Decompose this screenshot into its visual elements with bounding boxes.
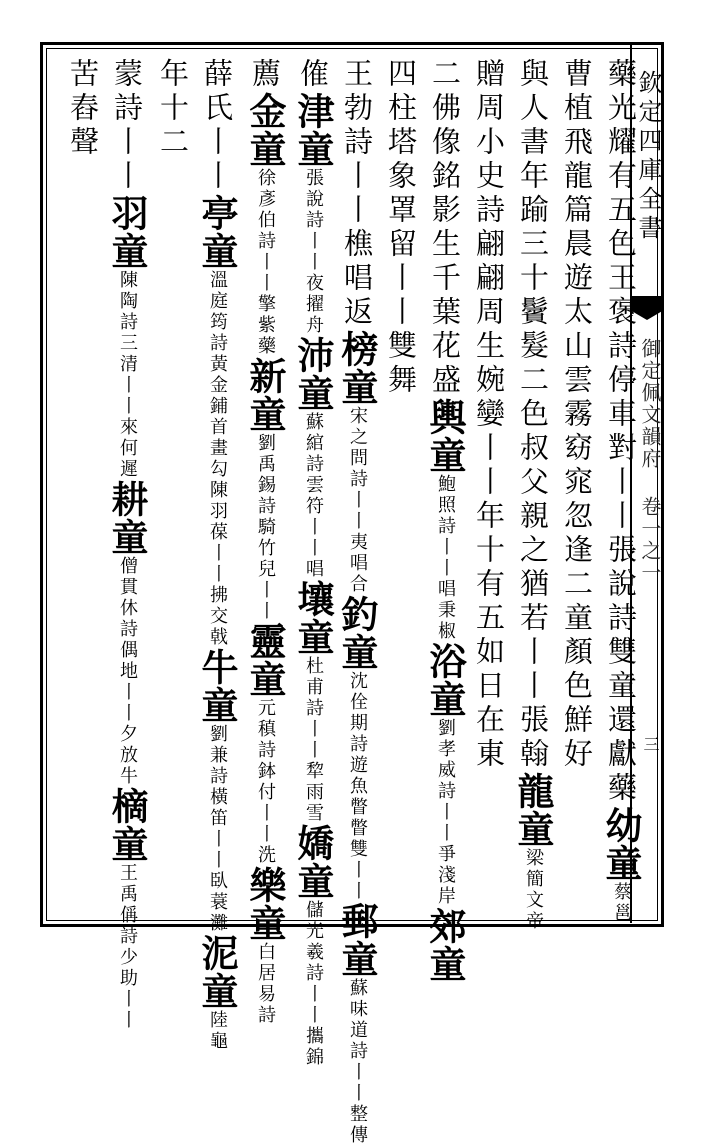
annotation-text: 劉禹錫詩騎竹兒丨丨 xyxy=(255,433,276,622)
headword: 樂童 xyxy=(243,866,287,942)
headword: 新童 xyxy=(243,357,287,433)
body-text: 薦 xyxy=(248,58,282,92)
annotation-text: 劉兼詩橫笛丨丨臥蓑灘 xyxy=(207,724,228,934)
headword: 郊童 xyxy=(423,907,467,983)
annotation-text: 徐彥伯詩丨丨擎紫藥 xyxy=(255,168,276,357)
annotation-text: 元稹詩鉢付丨丨洗 xyxy=(255,698,276,866)
text-column xyxy=(423,58,467,983)
body-text: 贈周小史詩翩翩周生婉孌丨丨年十有五如日在東 xyxy=(472,58,506,772)
annotation-text: 蘇味道詩丨丨整傳 xyxy=(347,978,368,1146)
headword: 金童 xyxy=(243,92,287,168)
headword: 龍童 xyxy=(511,772,555,848)
headword: 嬌童 xyxy=(291,824,335,900)
text-column xyxy=(195,58,239,1052)
text-column xyxy=(105,58,149,1031)
annotation-text: 王禹偁詩少助丨丨 xyxy=(117,863,138,1031)
headword: 輿童 xyxy=(423,398,467,474)
text-column xyxy=(468,58,510,918)
text-column xyxy=(335,58,379,1146)
annotation-text: 劉孝威詩丨丨爭淺岸 xyxy=(435,718,456,907)
headword: 樀童 xyxy=(105,787,149,863)
headword: 幼童 xyxy=(599,806,643,882)
headword: 沛童 xyxy=(291,336,335,412)
headword: 泥童 xyxy=(195,934,239,1010)
body-text: 藥光耀有五色王褒詩停車對丨丨張說詩雙童還獻藥 xyxy=(604,58,638,806)
headword: 靈童 xyxy=(243,622,287,698)
annotation-text: 梁簡文帝 xyxy=(523,848,544,932)
text-column xyxy=(152,58,194,918)
annotation-text: 儲光羲詩丨丨攜錦 xyxy=(303,900,324,1068)
annotation-text: 蔡邕 xyxy=(611,882,632,924)
volume-subtitle: 御定佩文韻府 卷一之一 xyxy=(638,338,662,584)
annotation-text: 沈佺期詩遊魚瞥瞥雙丨丨 xyxy=(347,671,368,902)
headword: 榜童 xyxy=(335,330,379,406)
text-column xyxy=(243,58,287,1026)
text-column xyxy=(556,58,598,918)
body-text: 苦舂聲 xyxy=(66,58,100,160)
body-text: 年十二 xyxy=(156,58,190,160)
book-title: 欽定四庫全書 xyxy=(634,70,662,244)
headword: 津童 xyxy=(291,92,335,168)
body-text: 蒙詩丨丨 xyxy=(110,58,144,194)
headword: 牛童 xyxy=(195,648,239,724)
annotation-text: 僧貫休詩偶地丨丨夕放牛 xyxy=(117,556,138,787)
headword: 釣童 xyxy=(335,595,379,671)
text-column xyxy=(291,58,335,1068)
annotation-text: 陳陶詩三清丨丨來何遲 xyxy=(117,270,138,480)
body-text: 王勃詩丨丨樵唱返 xyxy=(340,58,374,330)
annotation-text: 白居易詩 xyxy=(255,942,276,1026)
annotation-text: 宋之問詩丨丨夷唱合 xyxy=(347,406,368,595)
body-text: 四柱塔象罩留丨丨雙舞 xyxy=(384,58,418,398)
body-text: 與人書年踰三十鬢髮二色叔父親之猶若丨丨張翰 xyxy=(516,58,550,772)
annotation-text: 鮑照詩丨丨唱秉椒 xyxy=(435,474,456,642)
body-text: 曹植飛龍篇晨遊太山雲霧窈窕忽逢二童顏色鮮好 xyxy=(560,58,594,772)
annotation-text: 陸龜 xyxy=(207,1010,228,1052)
headword: 羽童 xyxy=(105,194,149,270)
annotation-text: 溫庭筠詩黃金鋪首畫勾陳羽葆丨丨拂交戟 xyxy=(207,270,228,648)
body-text: 薛氏丨丨 xyxy=(200,58,234,194)
text-column xyxy=(511,58,555,932)
headword: 浴童 xyxy=(423,642,467,718)
headword: 亭童 xyxy=(195,194,239,270)
body-text: 二佛像銘影生千葉花盛 xyxy=(428,58,462,398)
text-column xyxy=(62,58,104,918)
text-column xyxy=(380,58,422,918)
body-text: 傕 xyxy=(296,58,330,92)
annotation-text: 杜甫詩丨丨犂雨雪 xyxy=(303,656,324,824)
annotation-text: 蘇綰詩雲符丨丨唱 xyxy=(303,412,324,580)
annotation-text: 張說詩丨丨夜擢舟 xyxy=(303,168,324,336)
headword: 郵童 xyxy=(335,902,379,978)
headword: 壤童 xyxy=(291,580,335,656)
headword: 耕童 xyxy=(105,480,149,556)
page-number: 三 xyxy=(641,736,660,752)
text-column xyxy=(599,58,643,924)
